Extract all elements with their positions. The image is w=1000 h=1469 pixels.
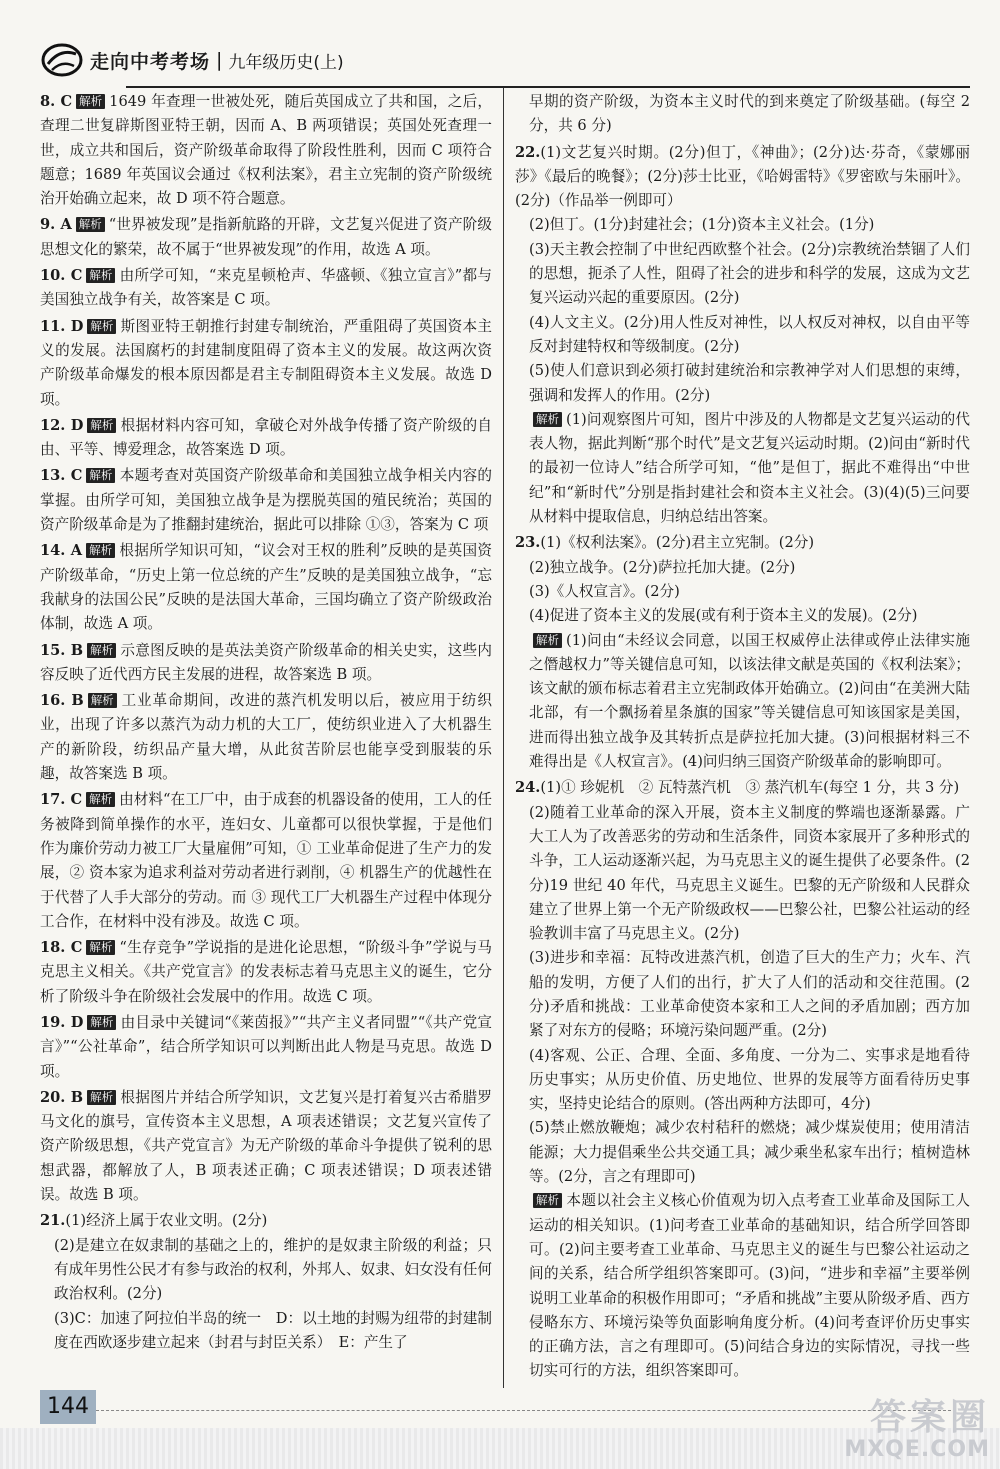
item-number: 14. A: [40, 542, 83, 560]
item-number: 8. C: [40, 93, 73, 110]
answer-item: [40, 264, 492, 313]
page-header: [40, 38, 970, 82]
analysis-text: 由目录中关键词“《莱茵报》”“共产主义者同盟”“《共产党宣言》”“公社革命”，结合所学知识可以判断出此人物是马克思。故选 D 项。: [40, 1013, 492, 1080]
analysis-text: 由所学可知，“来克星顿枪声、华盛顿、《独立宣言》”都与美国独立战争有关，故答案是 C 项。: [40, 267, 493, 309]
answer-text: (4)促进了资本主义的发展(或有利于资本主义的发展)。(2分): [529, 607, 918, 625]
watermark: [800, 1398, 990, 1464]
column-divider: [503, 88, 504, 1388]
answer-item: [40, 414, 492, 463]
answer-text: (4)人文主义。(2分)用人性反对神性，以人权反对神权，以自由平等反对封建特权和等级制度。(2分): [529, 313, 970, 355]
answer-item: [40, 1011, 492, 1084]
answer-item: [40, 90, 492, 211]
analysis-tag: 解析: [86, 792, 115, 807]
left-column: [40, 90, 492, 1357]
answer-text: (2)但丁。(1分)封建社会；(1分)资本主义社会。(1分): [529, 216, 875, 234]
analysis-tag: 解析: [88, 693, 117, 708]
item-number: 9. A: [40, 216, 72, 234]
answer-text: (3)天主教会控制了中世纪西欧整个社会。(2分)宗教统治禁锢了人们的思想，扼杀了人性，阻碍了社会的进步和科学的发展，这成为文艺复兴运动兴起的重要原因。(2分): [529, 240, 970, 307]
answer-item: [40, 539, 492, 636]
analysis-text: 根据所学知识可知，“议会对王权的胜利”反映的是英国资产阶级革命，“历史上第一位总统的产生”反映的是美国独立战争，“忘我献身的法国公民”反映的是法国大革命，三国均确立了资产阶级政治体制，故选 A 项。: [40, 542, 492, 633]
watermark-text: 答案圈: [869, 1397, 990, 1438]
analysis-tag: 解析: [86, 268, 115, 283]
answer-text: (1)《权利法案》。(2分)君主立宪制。(2分): [540, 534, 815, 552]
item-number: 20. B: [40, 1088, 84, 1106]
analysis-text: 本题考查对英国资产阶级革命和美国独立战争相关内容的掌握。由所学可知，美国独立战争是为摆脱英国的殖民统治；英国的资产阶级革命是为了推翻封建统治，据此可以排除 ①③，答案为 C 项: [40, 467, 492, 534]
analysis-tag: 解析: [87, 319, 116, 334]
answer-item: [40, 639, 492, 688]
answer-item: [40, 788, 492, 934]
analysis-text: “生存竞争”学说指的是进化论思想，“阶级斗争”学说与马克思主义相关。《共产党宣言》的发表标志着马克思主义的诞生，它分析了阶级斗争在阶级社会发展中的作用。故选 C 项。: [40, 939, 492, 1005]
analysis-text: 1649 年查理一世被处死，随后英国成立了共和国，之后，查理二世复辟斯图亚特王朝，因而 A、B 两项错误；英国处死查理一世，成立共和国后，资产阶级革命取得了阶段性胜利，因而 C 项符合题意；1689 年英国议会通过《权利法案》，君主立宪制的资产阶级统治开始确立起来，故 D 项不符合题意。: [40, 93, 492, 208]
item-number: 22.: [515, 143, 541, 161]
analysis-text: 工业革命期间，改进的蒸汽机发明以后，被应用于纺织业，出现了许多以蒸汽为动力机的大工厂，使纺织业进入了大机器生产的新阶段，纺织品产量大增，从此贫苦阶层也能享受到服装的乐趣，故答案选 B 项。: [40, 692, 492, 783]
item-number: 23.: [515, 534, 541, 552]
analysis-text: (1)问由“未经议会同意，以国王权威停止法律或停止法律实施之僭越权力”等关键信息可知，以该法律文献是英国的《权利法案》；该文献的颁布标志着君主立宪制政体开始确立。(2)问由“在美洲大陆北部，有一个飘扬着星条旗的国家”等关键信息可知该国家是美国，进而得出独立战争及其转折点是萨拉托加大捷。(3)问根据材料三不难得出是《人权宣言》。(4)问归纳三国资产阶级革命的影响即可。: [529, 631, 970, 771]
answer-text: (1)① 珍妮机 ② 瓦特蒸汽机 ③ 蒸汽机车(每空 1 分，共 3 分): [540, 779, 960, 797]
answer-text: (2)随着工业革命的深入开展，资本主义制度的弊端也逐渐暴露。广大工人为了改善恶劣的劳动和生活条件，同资本家展开了多种形式的斗争，工人运动逐渐兴起，为马克思主义的诞生提供了必要条件。(2分)19 世纪 40 年代，马克思主义诞生。巴黎的无产阶级和人民群众建立了世界上第一个无产阶级政权——巴黎公社，巴黎公社运动的经验教训丰富了马克思主义。(2分): [529, 803, 970, 943]
analysis-tag: 解析: [87, 418, 116, 433]
item-number: 17. C: [40, 791, 83, 809]
answer-text: (1)文艺复兴时期。(2分)但丁，《神曲》；(2分)达·芬奇，《蒙娜丽莎》《最后的晚餐》；(2分)莎士比亚，《哈姆雷特》《罗密欧与朱丽叶》。(2分)（作品举一例即可）: [515, 143, 970, 210]
item-number: 16. B: [40, 692, 84, 710]
answer-text: 早期的资产阶级，为资本主义时代的到来奠定了阶级基础。(每空 2 分，共 6 分): [529, 93, 970, 135]
answer-item-21: [40, 1209, 492, 1355]
answer-text: (1)经济上属于农业文明。(2分): [65, 1212, 268, 1230]
answer-text: (2)独立战争。(2分)萨拉托加大捷。(2分): [529, 558, 796, 576]
answer-item: [40, 315, 492, 412]
item-number: 13. C: [40, 467, 83, 485]
page-number: 144: [40, 1390, 96, 1424]
analysis-text: 本题以社会主义核心价值观为切入点考查工业革命及国际工人运动的相关知识。(1)问考查工业革命的基础知识，结合所学回答即可。(2)问主要考查工业革命、马克思主义的诞生与巴黎公社运动之间的关系，结合所学组织答案即可。(3)问，“进步和幸福”主要举例说明工业革命的积极作用即可；“矛盾和挑战”主要从阶级矛盾、西方侵略东方、环境污染等负面影响角度分析。(4)问考查评价历史事实的正确方法，言之有理即可。(5)问结合身边的实际情况，寻找一些切实可行的方法，组织答案即可。: [529, 1192, 970, 1380]
answer-text: (2)是建立在奴隶制的基础之上的，维护的是奴隶主阶级的利益；只有成年男性公民才有参与政治的权利，外邦人、奴隶、妇女没有任何政治权利。(2分): [54, 1236, 492, 1303]
analysis-tag: 解析: [76, 94, 105, 109]
header-rule: [126, 86, 970, 88]
analysis-block: [515, 1189, 970, 1383]
answer-item: [40, 936, 492, 1009]
answer-item: [40, 689, 492, 786]
analysis-tag: 解析: [533, 1193, 562, 1208]
watermark-url: MXQE.COM: [844, 1437, 990, 1462]
answer-text: (4)客观、公正、合理、全面、多角度、一分为二、实事求是地看待历史事实；从历史价值、历史地位、世界的发展等方面看待历史事实，坚持史论结合的原则。(答出两种方法即可，4分): [529, 1046, 970, 1113]
analysis-text: 根据材料内容可知，拿破仑对外战争传播了资产阶级的自由、平等、博爱理念，故答案选 D 项。: [40, 416, 492, 459]
answer-item: [40, 1086, 492, 1207]
analysis-tag: 解析: [86, 543, 115, 558]
analysis-text: 由材料“在工厂中，由于成套的机器设备的使用，工人的任务被降到简单操作的水平，连妇女、儿童都可以很快掌握，于是他们作为廉价劳动力被工厂大量雇佣”可知，① 工业革命促进了生产力的发展，② 资本家为追求利益对劳动者进行剥削，④ 机器生产的优越性在于代替了人手大部分的劳动。而 ③ 现代工厂大机器生产过程中体现分工合作，在材料中没有涉及。故选 C 项。: [40, 791, 492, 930]
answer-item-21-continued: [515, 90, 970, 139]
answer-item-24: [515, 776, 970, 1383]
analysis-block: [515, 629, 970, 775]
item-number: 18. C: [40, 939, 83, 957]
analysis-tag: 解析: [86, 940, 115, 955]
answer-text: (3)《人权宣言》。(2分): [529, 582, 680, 600]
item-number: 24.: [515, 779, 541, 797]
header-separator: |: [216, 49, 223, 71]
item-number: 15. B: [40, 641, 84, 659]
analysis-tag: 解析: [533, 412, 562, 427]
answer-item-22: [515, 141, 970, 530]
analysis-text: 斯图亚特王朝推行封建专制统治，严重阻碍了英国资本主义的发展。法国腐朽的封建制度阻碍了资本主义的发展。故这两次资产阶级革命爆发的根本原因都是君主专制阻碍资本主义发展。故选 D 项。: [40, 317, 492, 408]
analysis-tag: 解析: [86, 468, 115, 483]
analysis-block: [515, 408, 970, 529]
item-number: 11. D: [40, 317, 84, 335]
item-number: 21.: [40, 1212, 66, 1230]
analysis-tag: 解析: [87, 1015, 116, 1030]
answer-text: (3)进步和幸福：瓦特改进蒸汽机，创造了巨大的生产力；火车、汽船的发明，方便了人们的出行，扩大了人们的活动和交往范围。(2分)矛盾和挑战：工业革命使资本家和工人之间的矛盾加剧；西方加紧了对东方的侵略；环境污染问题严重。(2分): [529, 949, 970, 1040]
series-title: 走向中考考场: [90, 50, 211, 73]
item-number: 12. D: [40, 416, 84, 434]
answer-item: [40, 464, 492, 537]
item-number: 19. D: [40, 1013, 84, 1031]
book-logo-icon: [40, 42, 84, 78]
analysis-text: “世界被发现”是指新航路的开辟，文艺复兴促进了资产阶级思想文化的繁荣，故不属于“世界被发现”的作用，故选 A 项。: [40, 216, 492, 258]
answer-text: (3)C：加速了阿拉伯半岛的统一 D：以土地的封赐为纽带的封建制度在西欧逐步建立起来（封君与封臣关系） E：产生了: [54, 1309, 492, 1351]
analysis-text: (1)问观察图片可知，图片中涉及的人物都是文艺复兴运动的代表人物，据此判断“那个时代”是文艺复兴运动时期。(2)问由“新时代的最初一位诗人”结合所学可知，“他”是但丁，据此不难得出“中世纪”和“新时代”分别是指封建社会和资本主义社会。(3)(4)(5)三问要从材料中提取信息，归纳总结出答案。: [529, 410, 970, 526]
analysis-text: 根据图片并结合所学知识，文艺复兴是打着复兴古希腊罗马文化的旗号，宣传资本主义思想，A 项表述错误；文艺复兴宣传了资产阶级思想，《共产党宣言》为无产阶级的革命斗争提供了锐利的思想武器，都解放了人，B 项表述正确；C 项表述错误；D 项表述错误。故选 B 项。: [40, 1088, 492, 1204]
answer-text: (5)禁止燃放鞭炮；减少农村秸秆的燃烧；减少煤炭使用；使用清洁能源；大力提倡乘坐公共交通工具；减少乘坐私家车出行；植树造林等。(2分，言之有理即可): [529, 1119, 970, 1186]
book-subject: 九年级历史(上): [228, 52, 344, 73]
answer-item: [40, 213, 492, 262]
answer-text: (5)使人们意识到必须打破封建统治和宗教神学对人们思想的束缚，强调和发挥人的作用。(2分): [529, 362, 970, 404]
analysis-tag: 解析: [76, 217, 105, 232]
item-number: 10. C: [40, 267, 83, 285]
analysis-tag: 解析: [533, 633, 562, 648]
right-column: [515, 90, 970, 1386]
analysis-text: 示意图反映的是英法美资产阶级革命的相关史实，这些内容反映了近代西方民主发展的进程，故答案选 B 项。: [40, 641, 492, 683]
answer-item-23: [515, 531, 970, 774]
analysis-tag: 解析: [87, 1090, 116, 1105]
analysis-tag: 解析: [87, 643, 116, 658]
